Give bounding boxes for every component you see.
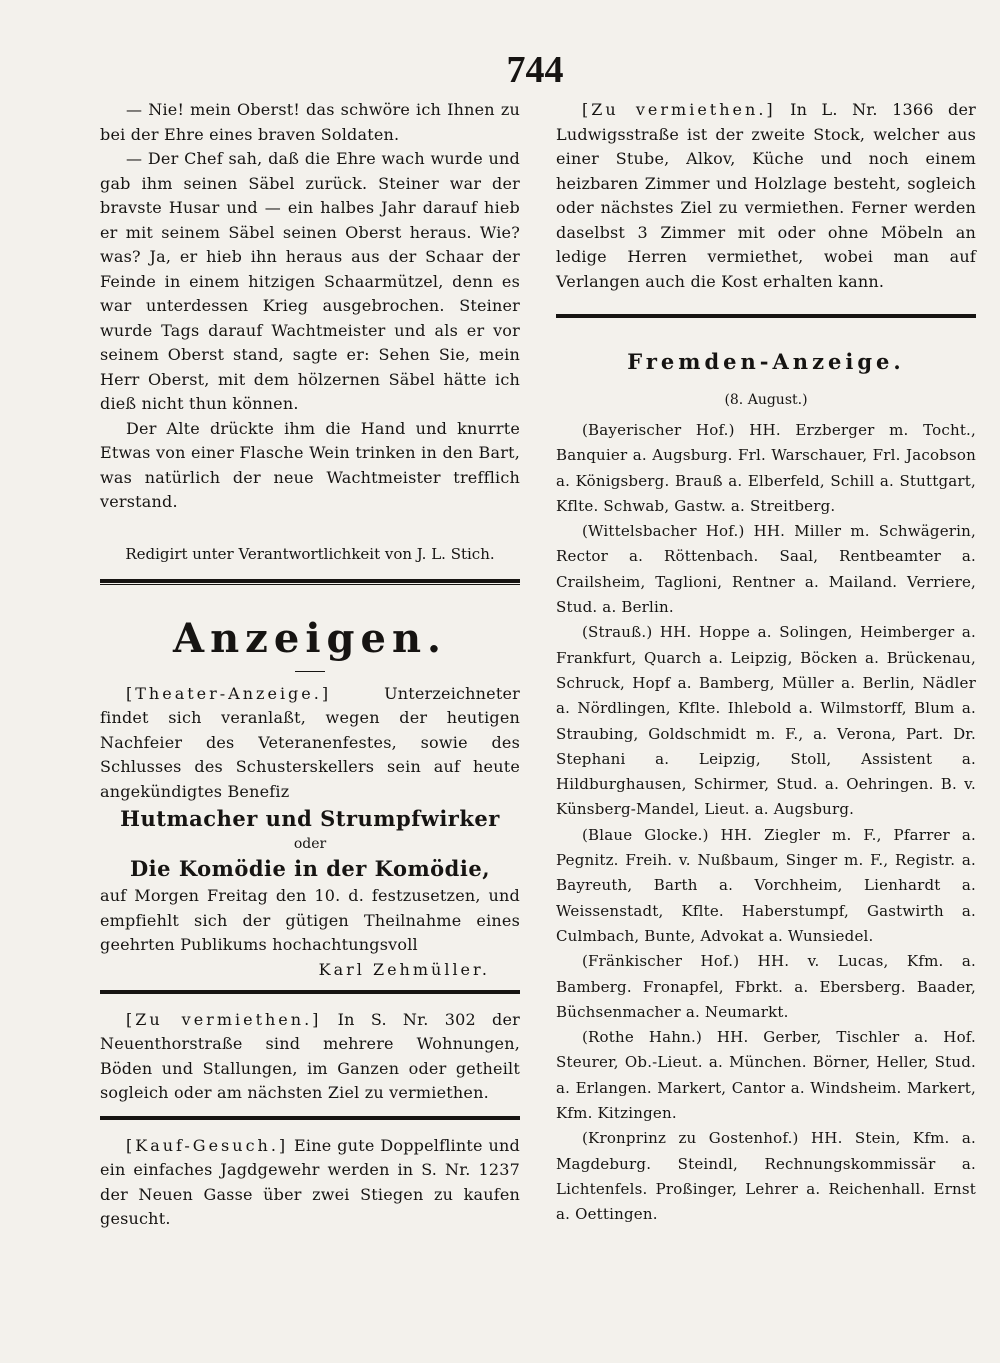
left-column [100, 98, 520, 1232]
theater-signature: Karl Zehmüller. [318, 959, 490, 979]
kauf-ad-tag: [Kauf-Gesuch.] [126, 1135, 289, 1155]
play-subtitle: Die Komödie in der Komödie, [129, 856, 491, 881]
right-column [556, 98, 976, 1228]
kauf-ad [100, 1134, 520, 1232]
fremden-entry: (Wittelsbacher Hof.) HH. Miller m. Schwägerin, Rector a. Röttenbach. Saal, Rentbeamter a. Crailsheim, Taglioni, Rentner a. Mailand. Verriere, Stud. a. Berlin. [556, 522, 976, 617]
fremden-date: (8. August.) [724, 392, 808, 408]
story-paragraph-1: — Nie! mein Oberst! das schwöre ich Ihnen zu bei der Ehre eines braven Soldaten. [100, 100, 520, 144]
theater-ad-text [100, 682, 520, 805]
fremden-entry: (Kronprinz zu Gostenhof.) HH. Stein, Kfm. a. Magdeburg. Steindl, Rechnungskommissär a. Lichtenfels. Proßinger, Lehrer a. Reichenhall. Ernst a. Oettingen. [556, 1129, 976, 1224]
fremden-entry: (Fränkischer Hof.) HH. v. Lucas, Kfm. a. Bamberg. Fronapfel, Fbrkt. a. Ebersberg. Baader, Büchsenmacher a. Neumarkt. [556, 952, 976, 1021]
rent-ad-1-tag: [Zu vermiethen.] [126, 1009, 322, 1029]
responsibility-note: Redigirt unter Verantwortlichkeit von J. L. Stich. [125, 544, 495, 563]
kauf-ad-body: Eine gute Doppelflinte und ein einfaches Jagdgewehr werden in S. Nr. 1237 der Neuen Gasse über zwei Stiegen zu kaufen gesucht. [100, 1135, 520, 1228]
rent-ad-1 [100, 1008, 520, 1106]
fremden-list [556, 418, 976, 1228]
fremden-entry: (Bayerischer Hof.) HH. Erzberger m. Tocht., Banquier a. Augsburg. Frl. Warschauer, Frl. Jacobson a. Königsberg. Brauß a. Elberfeld, Schill a. Stuttgart, Kflte. Schwab, Gastw. a. Streitberg. [556, 421, 976, 515]
rent-ad-2-tag: [Zu vermiethen.] [582, 100, 776, 119]
rent-ad-2 [556, 98, 976, 294]
play-title: Hutmacher und Strumpfwirker [120, 806, 500, 831]
ads-heading: Anzeigen. [173, 614, 447, 662]
fremden-entry: (Strauß.) HH. Hoppe a. Solingen, Heimberger a. Frankfurt, Quarch a. Leipzig, Böcken a. Brückenau, Schruck, Hopf a. Bamberg, Müller a. Berlin, Nädler a. Nördlingen, Kflte. Ihlebold a. Wilmstorff, Blum a. Straubing, Goldschmidt m. F., a. Verona, Part. Dr. Stephani a. Leipzig, Stoll, Assistent a. Hildburghausen, Schirmer, Stud. a. Oehringen. B. v. Künsberg-Mandel, Lieut. a. Augsburg. [556, 623, 976, 819]
theater-ad-tag: [Theater-Anzeige.] [126, 683, 332, 703]
fremden-heading: Fremden-Anzeige. [627, 349, 905, 374]
fremden-entry: (Rothe Hahn.) HH. Gerber, Tischler a. Hof. Steurer, Ob.-Lieut. a. München. Börner, Heller, Stud. a. Erlangen. Markert, Cantor a. Windsheim. Markert, Kfm. Kitzingen. [556, 1028, 976, 1123]
rent-ad-1-body: In S. Nr. 302 der Neuenthorstraße sind mehrere Wohnungen, Böden und Stallungen, im Ganzen oder getheilt sogleich oder am nächsten Ziel zu vermiethen. [100, 1009, 520, 1102]
story-paragraph-3: Der Alte drückte ihm die Hand und knurrte Etwas von einer Flasche Wein trinken in den Bart, was natürlich der neue Wachtmeister trefflich verstand. [100, 418, 520, 511]
play-oder: oder [293, 836, 327, 852]
page-number: 744 [506, 49, 564, 91]
theater-ad-text-2: auf Morgen Freitag den 10. d. festzusetzen, und empfiehlt sich der gütigen Theilnahme eines geehrten Publikums hochachtungsvoll [100, 886, 520, 954]
story-paragraph-2: — Der Chef sah, daß die Ehre wach wurde und gab ihm seinen Säbel zurück. Steiner war der bravste Husar und — ein halbes Jahr darauf hieb er mit seinem Säbel seinen Oberst heraus. Wie? was? Ja, er hieb ihn heraus aus der Schaar der Feinde in einem hitzigen Schaarmützel, denn es war unterdessen Krieg ausgebrochen. Steiner wurde Tags darauf Wachtmeister und als er vor seinem Oberst stand, sagte er: Sehen Sie, mein Herr Oberst, mit dem hölzernen Säbel hätte ich dieß nicht thun können. [100, 149, 520, 413]
theater-ad-body: Unterzeichneter findet sich veranlaßt, wegen der heutigen Nachfeier des Veteranenfestes, sowie des Schlusses des Schusterskellers sein auf heute angekündigtes Benefiz [100, 683, 520, 801]
rent-ad-2-body: In L. Nr. 1366 der Ludwigsstraße ist der zweite Stock, welcher aus einer Stube, Alkov, Küche und noch einem heizbaren Zimmer und Holzlage besteht, sogleich oder nächstes Ziel zu vermiethen. Ferner werden daselbst 3 Zimmer mit oder ohne Möbeln an ledige Herren vermiethet, wobei man auf Verlangen auch die Kost erhalten kann. [556, 100, 977, 291]
fremden-entry: (Blaue Glocke.) HH. Ziegler m. F., Pfarrer a. Pegnitz. Freih. v. Nußbaum, Singer m. F., Registr. a. Bayreuth, Barth a. Vorchheim, Lienhardt a. Weissenstadt, Kflte. Haberstumpf, Gastwirth a. Culmbach, Bunte, Advokat a. Wunsiedel. [556, 825, 976, 945]
